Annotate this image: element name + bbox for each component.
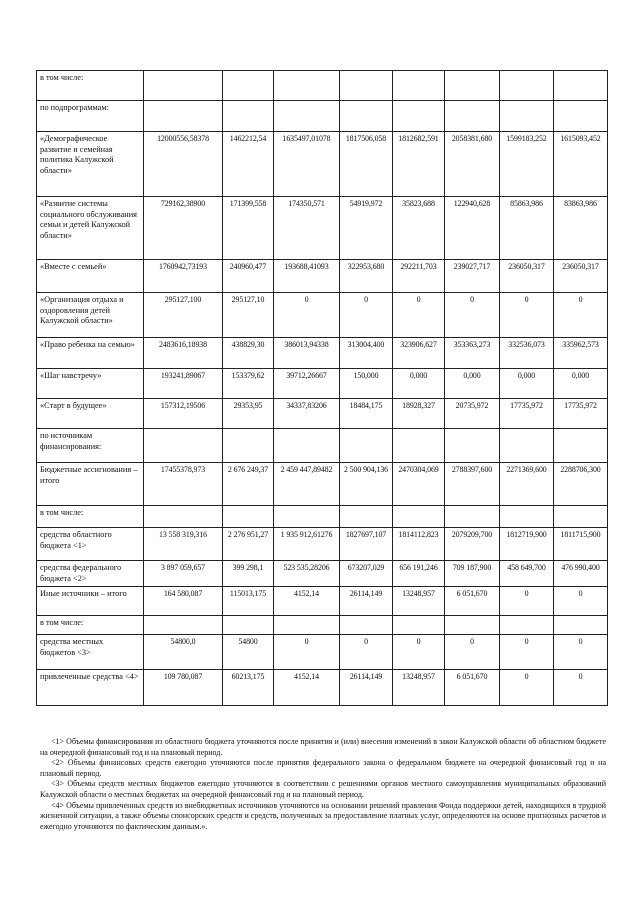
value-cell bbox=[554, 71, 608, 101]
value-cell: 292211,703 bbox=[393, 260, 445, 293]
table-row bbox=[37, 528, 608, 561]
value-cell: 0,000 bbox=[445, 369, 500, 399]
table-row bbox=[37, 463, 608, 506]
table-row bbox=[37, 132, 608, 197]
row-label: в том числе: bbox=[37, 616, 144, 635]
value-cell: 0 bbox=[393, 635, 445, 670]
table-row bbox=[37, 616, 608, 635]
table-row bbox=[37, 399, 608, 429]
value-cell bbox=[500, 616, 554, 635]
value-cell: 236050,317 bbox=[554, 260, 608, 293]
table-body bbox=[37, 71, 608, 706]
value-cell: 13 558 319,316 bbox=[144, 528, 223, 561]
value-cell: 18484,175 bbox=[340, 399, 393, 429]
value-cell bbox=[445, 616, 500, 635]
value-cell bbox=[393, 616, 445, 635]
value-cell bbox=[554, 616, 608, 635]
value-cell: 0 bbox=[274, 635, 340, 670]
row-label: Иные источники – итого bbox=[37, 587, 144, 616]
value-cell: 295127,100 bbox=[144, 293, 223, 338]
row-label: «Право ребенка на семью» bbox=[37, 338, 144, 369]
footnote-4: <4> Объемы привлеченных средств из внебюджетных источников уточняются на основании решений правления Фонда поддержки детей, находящихся в трудной жизненной ситуации, а также объемы спонсорских средств и средств, полученных за предоставление платных услуг, определяются на основе прогнозных расчетов и ежегодно уточняются по фактическим данным.». bbox=[40, 800, 606, 831]
value-cell: 240960,477 bbox=[223, 260, 274, 293]
value-cell bbox=[274, 506, 340, 528]
value-cell: 13248,957 bbox=[393, 587, 445, 616]
value-cell: 0,000 bbox=[393, 369, 445, 399]
value-cell: 4152,14 bbox=[274, 670, 340, 706]
value-cell: 1812719,900 bbox=[500, 528, 554, 561]
value-cell: 386013,94338 bbox=[274, 338, 340, 369]
table-row bbox=[37, 670, 608, 706]
value-cell: 164 580,087 bbox=[144, 587, 223, 616]
row-label: «Старт в будущее» bbox=[37, 399, 144, 429]
value-cell: 0 bbox=[393, 293, 445, 338]
financing-table-page bbox=[36, 70, 607, 706]
value-cell: 236050,317 bbox=[500, 260, 554, 293]
table-row bbox=[37, 369, 608, 399]
value-cell: 656 191,246 bbox=[393, 561, 445, 587]
row-label: по подпрограммам: bbox=[37, 101, 144, 132]
row-label: «Вместе с семьей» bbox=[37, 260, 144, 293]
value-cell bbox=[274, 429, 340, 463]
value-cell: 0 bbox=[500, 293, 554, 338]
table-row bbox=[37, 293, 608, 338]
value-cell: 39712,26667 bbox=[274, 369, 340, 399]
table-row bbox=[37, 587, 608, 616]
value-cell: 2 500 904,136 bbox=[340, 463, 393, 506]
value-cell bbox=[554, 506, 608, 528]
value-cell bbox=[223, 71, 274, 101]
row-label: средства областного бюджета <1> bbox=[37, 528, 144, 561]
value-cell: 399 298,1 bbox=[223, 561, 274, 587]
footnote-2: <2> Объемы финансовых средств ежегодно уточняются после принятия федерального закона о федеральном бюджете на очередной финансовый год и на плановый период. bbox=[40, 758, 606, 778]
value-cell bbox=[223, 616, 274, 635]
value-cell bbox=[393, 71, 445, 101]
value-cell: 85863,986 bbox=[500, 197, 554, 260]
value-cell: 1812682,591 bbox=[393, 132, 445, 197]
value-cell: 438829,30 bbox=[223, 338, 274, 369]
value-cell: 60213,175 bbox=[223, 670, 274, 706]
value-cell: 17735,972 bbox=[500, 399, 554, 429]
row-label: средства местных бюджетов <3> bbox=[37, 635, 144, 670]
value-cell bbox=[144, 616, 223, 635]
value-cell: 2 676 249,37 bbox=[223, 463, 274, 506]
value-cell: 193241,89067 bbox=[144, 369, 223, 399]
value-cell: 26114,149 bbox=[340, 587, 393, 616]
value-cell bbox=[144, 71, 223, 101]
value-cell bbox=[144, 429, 223, 463]
value-cell: 2288706,300 bbox=[554, 463, 608, 506]
value-cell bbox=[340, 71, 393, 101]
value-cell bbox=[393, 101, 445, 132]
value-cell: 17735,972 bbox=[554, 399, 608, 429]
row-label: «Развитие системы социального обслуживания семьи и детей Калужской области» bbox=[37, 197, 144, 260]
value-cell bbox=[554, 101, 608, 132]
value-cell bbox=[445, 101, 500, 132]
value-cell: 157312,19506 bbox=[144, 399, 223, 429]
row-label: «Демографическое развитие и семейная политика Калужской области» bbox=[37, 132, 144, 197]
value-cell bbox=[223, 101, 274, 132]
value-cell: 323906,627 bbox=[393, 338, 445, 369]
value-cell: 1760942,73193 bbox=[144, 260, 223, 293]
value-cell: 35823,688 bbox=[393, 197, 445, 260]
value-cell bbox=[340, 616, 393, 635]
value-cell: 0 bbox=[554, 587, 608, 616]
value-cell: 109 780,087 bbox=[144, 670, 223, 706]
value-cell: 6 051,670 bbox=[445, 587, 500, 616]
value-cell: 1462212,54 bbox=[223, 132, 274, 197]
value-cell: 0 bbox=[500, 670, 554, 706]
value-cell: 171399,558 bbox=[223, 197, 274, 260]
value-cell: 0 bbox=[445, 635, 500, 670]
value-cell bbox=[554, 429, 608, 463]
value-cell: 2 459 447,89482 bbox=[274, 463, 340, 506]
table-row bbox=[37, 561, 608, 587]
value-cell: 2788397,600 bbox=[445, 463, 500, 506]
value-cell: 34337,83206 bbox=[274, 399, 340, 429]
value-cell: 0 bbox=[340, 293, 393, 338]
value-cell: 12000556,58378 bbox=[144, 132, 223, 197]
value-cell: 1615093,452 bbox=[554, 132, 608, 197]
value-cell bbox=[393, 429, 445, 463]
footnote-3: <3> Объемы средств местных бюджетов ежегодно уточняются в соответствии с решениями органов местного самоуправления муниципальных образований Калужской области о местных бюджетах на очередной финансовый год и на плановый период. bbox=[40, 779, 606, 799]
value-cell: 2483616,18938 bbox=[144, 338, 223, 369]
value-cell: 115013,175 bbox=[223, 587, 274, 616]
value-cell: 1635497,01078 bbox=[274, 132, 340, 197]
value-cell: 1827697,107 bbox=[340, 528, 393, 561]
row-label: «Шаг навстречу» bbox=[37, 369, 144, 399]
financing-table bbox=[36, 70, 608, 706]
value-cell: 4152,14 bbox=[274, 587, 340, 616]
value-cell: 322953,680 bbox=[340, 260, 393, 293]
value-cell: 476 990,400 bbox=[554, 561, 608, 587]
value-cell: 2470304,069 bbox=[393, 463, 445, 506]
table-row bbox=[37, 71, 608, 101]
value-cell: 0 bbox=[554, 635, 608, 670]
value-cell: 353363,273 bbox=[445, 338, 500, 369]
value-cell: 26114,149 bbox=[340, 670, 393, 706]
row-label: привлеченные средства <4> bbox=[37, 670, 144, 706]
value-cell: 673207,029 bbox=[340, 561, 393, 587]
value-cell bbox=[500, 429, 554, 463]
value-cell: 1817506,058 bbox=[340, 132, 393, 197]
value-cell: 13248,957 bbox=[393, 670, 445, 706]
value-cell: 20735,972 bbox=[445, 399, 500, 429]
value-cell: 1814112,823 bbox=[393, 528, 445, 561]
value-cell: 0 bbox=[445, 293, 500, 338]
value-cell: 458 649,700 bbox=[500, 561, 554, 587]
value-cell: 295127,10 bbox=[223, 293, 274, 338]
table-row bbox=[37, 260, 608, 293]
value-cell bbox=[144, 101, 223, 132]
value-cell: 729162,38900 bbox=[144, 197, 223, 260]
value-cell: 0,000 bbox=[554, 369, 608, 399]
value-cell: 174350,571 bbox=[274, 197, 340, 260]
value-cell: 1 935 912,61276 bbox=[274, 528, 340, 561]
row-label: в том числе: bbox=[37, 71, 144, 101]
value-cell: 2058381,680 bbox=[445, 132, 500, 197]
row-label: средства федерального бюджета <2> bbox=[37, 561, 144, 587]
value-cell bbox=[500, 71, 554, 101]
value-cell: 523 535,28206 bbox=[274, 561, 340, 587]
value-cell: 0 bbox=[500, 587, 554, 616]
value-cell bbox=[445, 429, 500, 463]
row-label: по источникам финансирования: bbox=[37, 429, 144, 463]
value-cell: 332536,073 bbox=[500, 338, 554, 369]
value-cell: 54800 bbox=[223, 635, 274, 670]
value-cell: 2079209,700 bbox=[445, 528, 500, 561]
value-cell: 18928,327 bbox=[393, 399, 445, 429]
value-cell: 150,000 bbox=[340, 369, 393, 399]
value-cell: 1811715,900 bbox=[554, 528, 608, 561]
value-cell: 83863,986 bbox=[554, 197, 608, 260]
value-cell bbox=[144, 506, 223, 528]
value-cell bbox=[445, 506, 500, 528]
value-cell: 709 187,900 bbox=[445, 561, 500, 587]
footnotes bbox=[40, 737, 606, 832]
value-cell: 239027,717 bbox=[445, 260, 500, 293]
value-cell: 54919,972 bbox=[340, 197, 393, 260]
value-cell bbox=[500, 101, 554, 132]
value-cell: 1599183,252 bbox=[500, 132, 554, 197]
footnote-1: <1> Объемы финансирования из областного бюджета уточняются после принятия и (или) внесения изменений в закон Калужской области об областном бюджете на очередной финансовый год и на плановый период. bbox=[40, 737, 606, 757]
value-cell bbox=[274, 101, 340, 132]
value-cell bbox=[393, 506, 445, 528]
value-cell bbox=[340, 101, 393, 132]
value-cell bbox=[274, 71, 340, 101]
table-row bbox=[37, 635, 608, 670]
value-cell: 122940,628 bbox=[445, 197, 500, 260]
table-row bbox=[37, 101, 608, 132]
value-cell: 3 897 059,657 bbox=[144, 561, 223, 587]
value-cell: 313004,400 bbox=[340, 338, 393, 369]
table-row bbox=[37, 197, 608, 260]
value-cell bbox=[500, 506, 554, 528]
value-cell: 17455378,973 bbox=[144, 463, 223, 506]
value-cell bbox=[445, 71, 500, 101]
row-label: «Организация отдыха и оздоровления детей Калужской области» bbox=[37, 293, 144, 338]
value-cell: 6 051,670 bbox=[445, 670, 500, 706]
value-cell bbox=[274, 616, 340, 635]
value-cell bbox=[340, 506, 393, 528]
value-cell: 153379,62 bbox=[223, 369, 274, 399]
value-cell bbox=[340, 429, 393, 463]
table-row bbox=[37, 338, 608, 369]
value-cell: 0 bbox=[554, 670, 608, 706]
value-cell: 193688,41093 bbox=[274, 260, 340, 293]
value-cell bbox=[223, 429, 274, 463]
value-cell: 0 bbox=[340, 635, 393, 670]
value-cell: 2 276 951,27 bbox=[223, 528, 274, 561]
value-cell: 0 bbox=[274, 293, 340, 338]
value-cell: 29353,95 bbox=[223, 399, 274, 429]
value-cell: 0 bbox=[554, 293, 608, 338]
row-label: в том числе: bbox=[37, 506, 144, 528]
table-row bbox=[37, 429, 608, 463]
value-cell: 0,000 bbox=[500, 369, 554, 399]
value-cell bbox=[223, 506, 274, 528]
value-cell: 335962,573 bbox=[554, 338, 608, 369]
row-label: Бюджетные ассигнования – итого bbox=[37, 463, 144, 506]
value-cell: 0 bbox=[500, 635, 554, 670]
value-cell: 54800,0 bbox=[144, 635, 223, 670]
value-cell: 2271369,600 bbox=[500, 463, 554, 506]
table-row bbox=[37, 506, 608, 528]
